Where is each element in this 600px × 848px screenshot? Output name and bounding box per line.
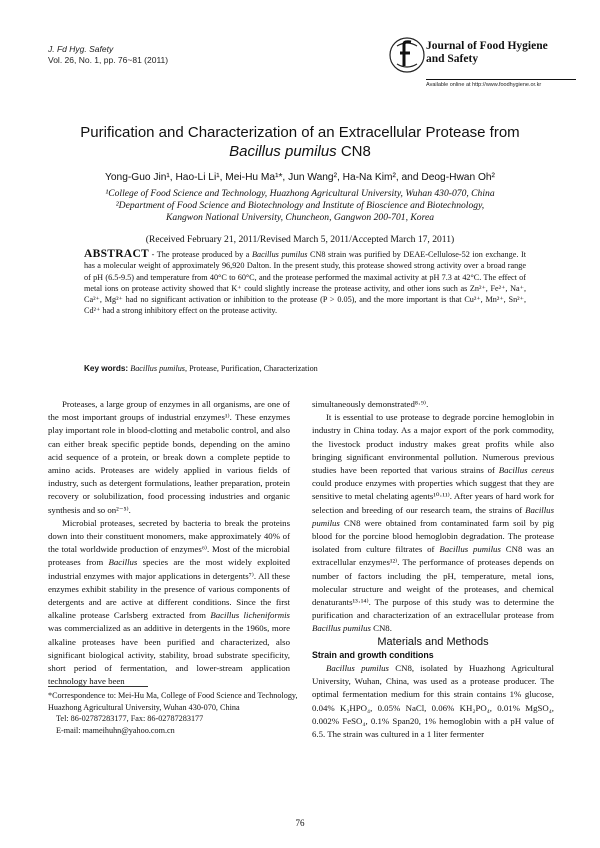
journal-name-line2: and Safety: [426, 52, 479, 65]
abstract-species: Bacillus pumilus: [252, 250, 308, 259]
journal-name: [426, 40, 548, 65]
journal-name-line1: Journal of Food Hygiene: [426, 40, 548, 52]
methods-paragraph-1: [312, 662, 554, 741]
abstract-label: ABSTRACT: [84, 248, 150, 260]
text-span: CN8, isolated by Huazhong Agricultural University, Wuhan, China, was used as a protease producer. The optimal fermentation medium for this strain contains 1% glucose, 0.04% K₂HPO₄, 0.05% NaCl, 0.06% KH₂PO₄, 0.01% MgSO₄, 0.002% FeSO₄, 0.1% Span20, 1% hemoglobin with a pH value of 6.5. The strain was cultured in a 1 liter fermenter: [312, 663, 554, 740]
author-list: Yong-Guo Jin¹, Hao-Li Li¹, Mei-Hu Ma¹*, Jun Wang², Ha-Na Kim², and Deog-Hwan Oh²: [105, 172, 495, 183]
keywords: [84, 364, 526, 373]
journal-citation: [48, 44, 168, 66]
footnote-correspondence: *Correspondence to: Mei-Hu Ma, College of Food Science and Technology, Huazhong Agricultural University, Wuhan 430-070, China: [48, 691, 298, 712]
keywords-rest: , Protease, Purification, Characterization: [185, 364, 318, 373]
continued-text: simultaneously demonstrated⁸·⁹⁾.: [312, 399, 429, 409]
body-column-left: [48, 398, 290, 688]
text-span: It is essential to use protease to degrade porcine hemoglobin in industry in China today. As a major export of the pork commodity, the livestock product industry makes great profits while also bringing significant environmental pollution. Numerous previous studies have been reported that various strains of: [312, 412, 554, 476]
journal-logo-icon: [388, 36, 426, 74]
page-number: 76: [295, 818, 305, 828]
footnote-divider: [48, 686, 148, 687]
species-name: Bacillus pumilus: [312, 504, 554, 528]
intro-paragraph-1: Proteases, a large group of enzymes in all organisms, are one of the most important groups of industrial enzymes¹⁾. These enzymes play important role in blood-clotting and metabolic control, and also can either break specific peptide bonds, depending on the amino acid sequence of a protein, or break down a complete peptide to amino acids. Proteases are widely applied in various fields of industry, such as detergent formulations, leather preparation, protein recovery or solubilization, food processing industries and organic synthesis and so on²⁻⁵⁾.: [48, 399, 290, 515]
correspondence-footnote: [48, 690, 298, 736]
footnote-phone: Tel: 86-02787283177, Fax: 86-02787283177: [56, 714, 204, 723]
abstract-text-2: CN8 strain was purified by DEAE-Cellulose-52 ion exchange. It has a molecular weight of approximately 96,920 Dalton. In the present study, this protease showed strong activity over a broad range of pH (6.5-9.5) and temperature from 40°C to 60°C, and the protease performed the maximal activity at pH 7.3 at 42°C. The effect of metal ions on protease activity showed that K⁺ could slightly increase the protease activity, and other ions such as Zn²⁺, Fe²⁺, Na⁺, Ca²⁺, Mg²⁺ had no significant activation or inhibition to the protease (P > 0.05), and the more important is that Cu²⁺, Mn²⁺, Sn²⁺, Cd²⁺ had a strong inhibitory effect on the protease activity.: [84, 250, 526, 316]
text-span: was commercialized as an additive in detergents in the 1960s, more alkaline proteases have been purified and characterized, also significant biological activity, stability, broad substrate specificity, short period of fermentation, and lower-stream application technology have been: [48, 623, 290, 687]
abstract-text-1: - The protease produced by a: [149, 250, 253, 259]
affiliation-1: ¹College of Food Science and Technology, Huazhong Agricultural University, Wuhan 430-070, China: [105, 188, 495, 199]
title-species: Bacillus pumilus: [229, 143, 337, 160]
abstract: [84, 249, 526, 317]
journal-divider: [426, 79, 576, 80]
title-strain: CN8: [336, 143, 371, 160]
paper-title: [60, 123, 540, 161]
intro-paragraph-3: [312, 411, 554, 635]
title-line1: Purification and Characterization of an Extracellular Protease from: [80, 124, 520, 141]
species-name: Bacillus: [108, 557, 138, 568]
keywords-label: Key words:: [84, 364, 129, 373]
affiliation-2: ²Department of Food Science and Biotechnology and Institute of Bioscience and Biotechnology,: [115, 200, 485, 211]
journal-url: Available online at http://www.foodhygiene.or.kr: [426, 82, 542, 88]
text-span: Microbial proteases, secreted by bacteria to break the proteins down into their constituent monomers, make approximately 40% of the total worldwide production of enzymes⁶⁾. Most of the microbial proteases from: [48, 517, 290, 568]
footnote-email: E-mail: mameihuhn@yahoo.com.cn: [56, 725, 175, 735]
text-span: CN8 was an extracellular enzymes¹²⁾. The performance of proteases depends on number of factors including the pH, temperature, metal ions, molecular structure and weight of the proteases, and chemical denaturants¹³·¹⁴⁾. The purpose of this study was to determine the purification and characterization of an extracellular protease from: [312, 544, 555, 621]
affiliation-3: Kangwon National University, Chuncheon, Gangwon 200-701, Korea: [166, 212, 434, 223]
text-span: CN8 were obtained from contaminated farm soil by pig blood for the porcine blood hemoglobin degradation. The protease isolated from culture filtrates of: [312, 517, 554, 555]
species-name: Bacillus licheniformis: [210, 610, 290, 621]
species-name: Bacillus pumilus: [326, 663, 389, 674]
text-span: could produce enzymes with properties which suggest that they are sensitive to metal chelating agents¹⁰·¹¹⁾. After years of hard work for selection and breeding of our research team, the strains of: [312, 478, 554, 515]
title-line2: [60, 142, 540, 161]
text-span: species are the most widely exploited industrial enzymes with major applications in detergents⁷⁾. All these enzymes exhibit stability in the presence of various components of detergents and are active at different conditions. Since the first alkaline protease Carlsberg extracted from: [48, 557, 290, 621]
intro-paragraph-2: [48, 517, 290, 689]
section-heading: Materials and Methods: [377, 635, 489, 648]
species-name: Bacillus cereus: [498, 465, 554, 476]
volume-info: Vol. 26, No. 1, pp. 76~81 (2011): [48, 55, 169, 65]
species-name: Bacillus pumilus: [439, 544, 501, 555]
species-name: Bacillus pumilus: [312, 623, 371, 634]
keywords-species: Bacillus pumilus: [130, 364, 185, 373]
journal-abbreviation: J. Fd Hyg. Safety: [48, 44, 114, 54]
received-dates: (Received February 21, 2011/Revised March 5, 2011/Accepted March 17, 2011): [145, 234, 455, 245]
text-span: CN8.: [370, 623, 392, 634]
body-column-right: [312, 398, 554, 741]
subsection-heading: Strain and growth conditions: [312, 649, 434, 660]
